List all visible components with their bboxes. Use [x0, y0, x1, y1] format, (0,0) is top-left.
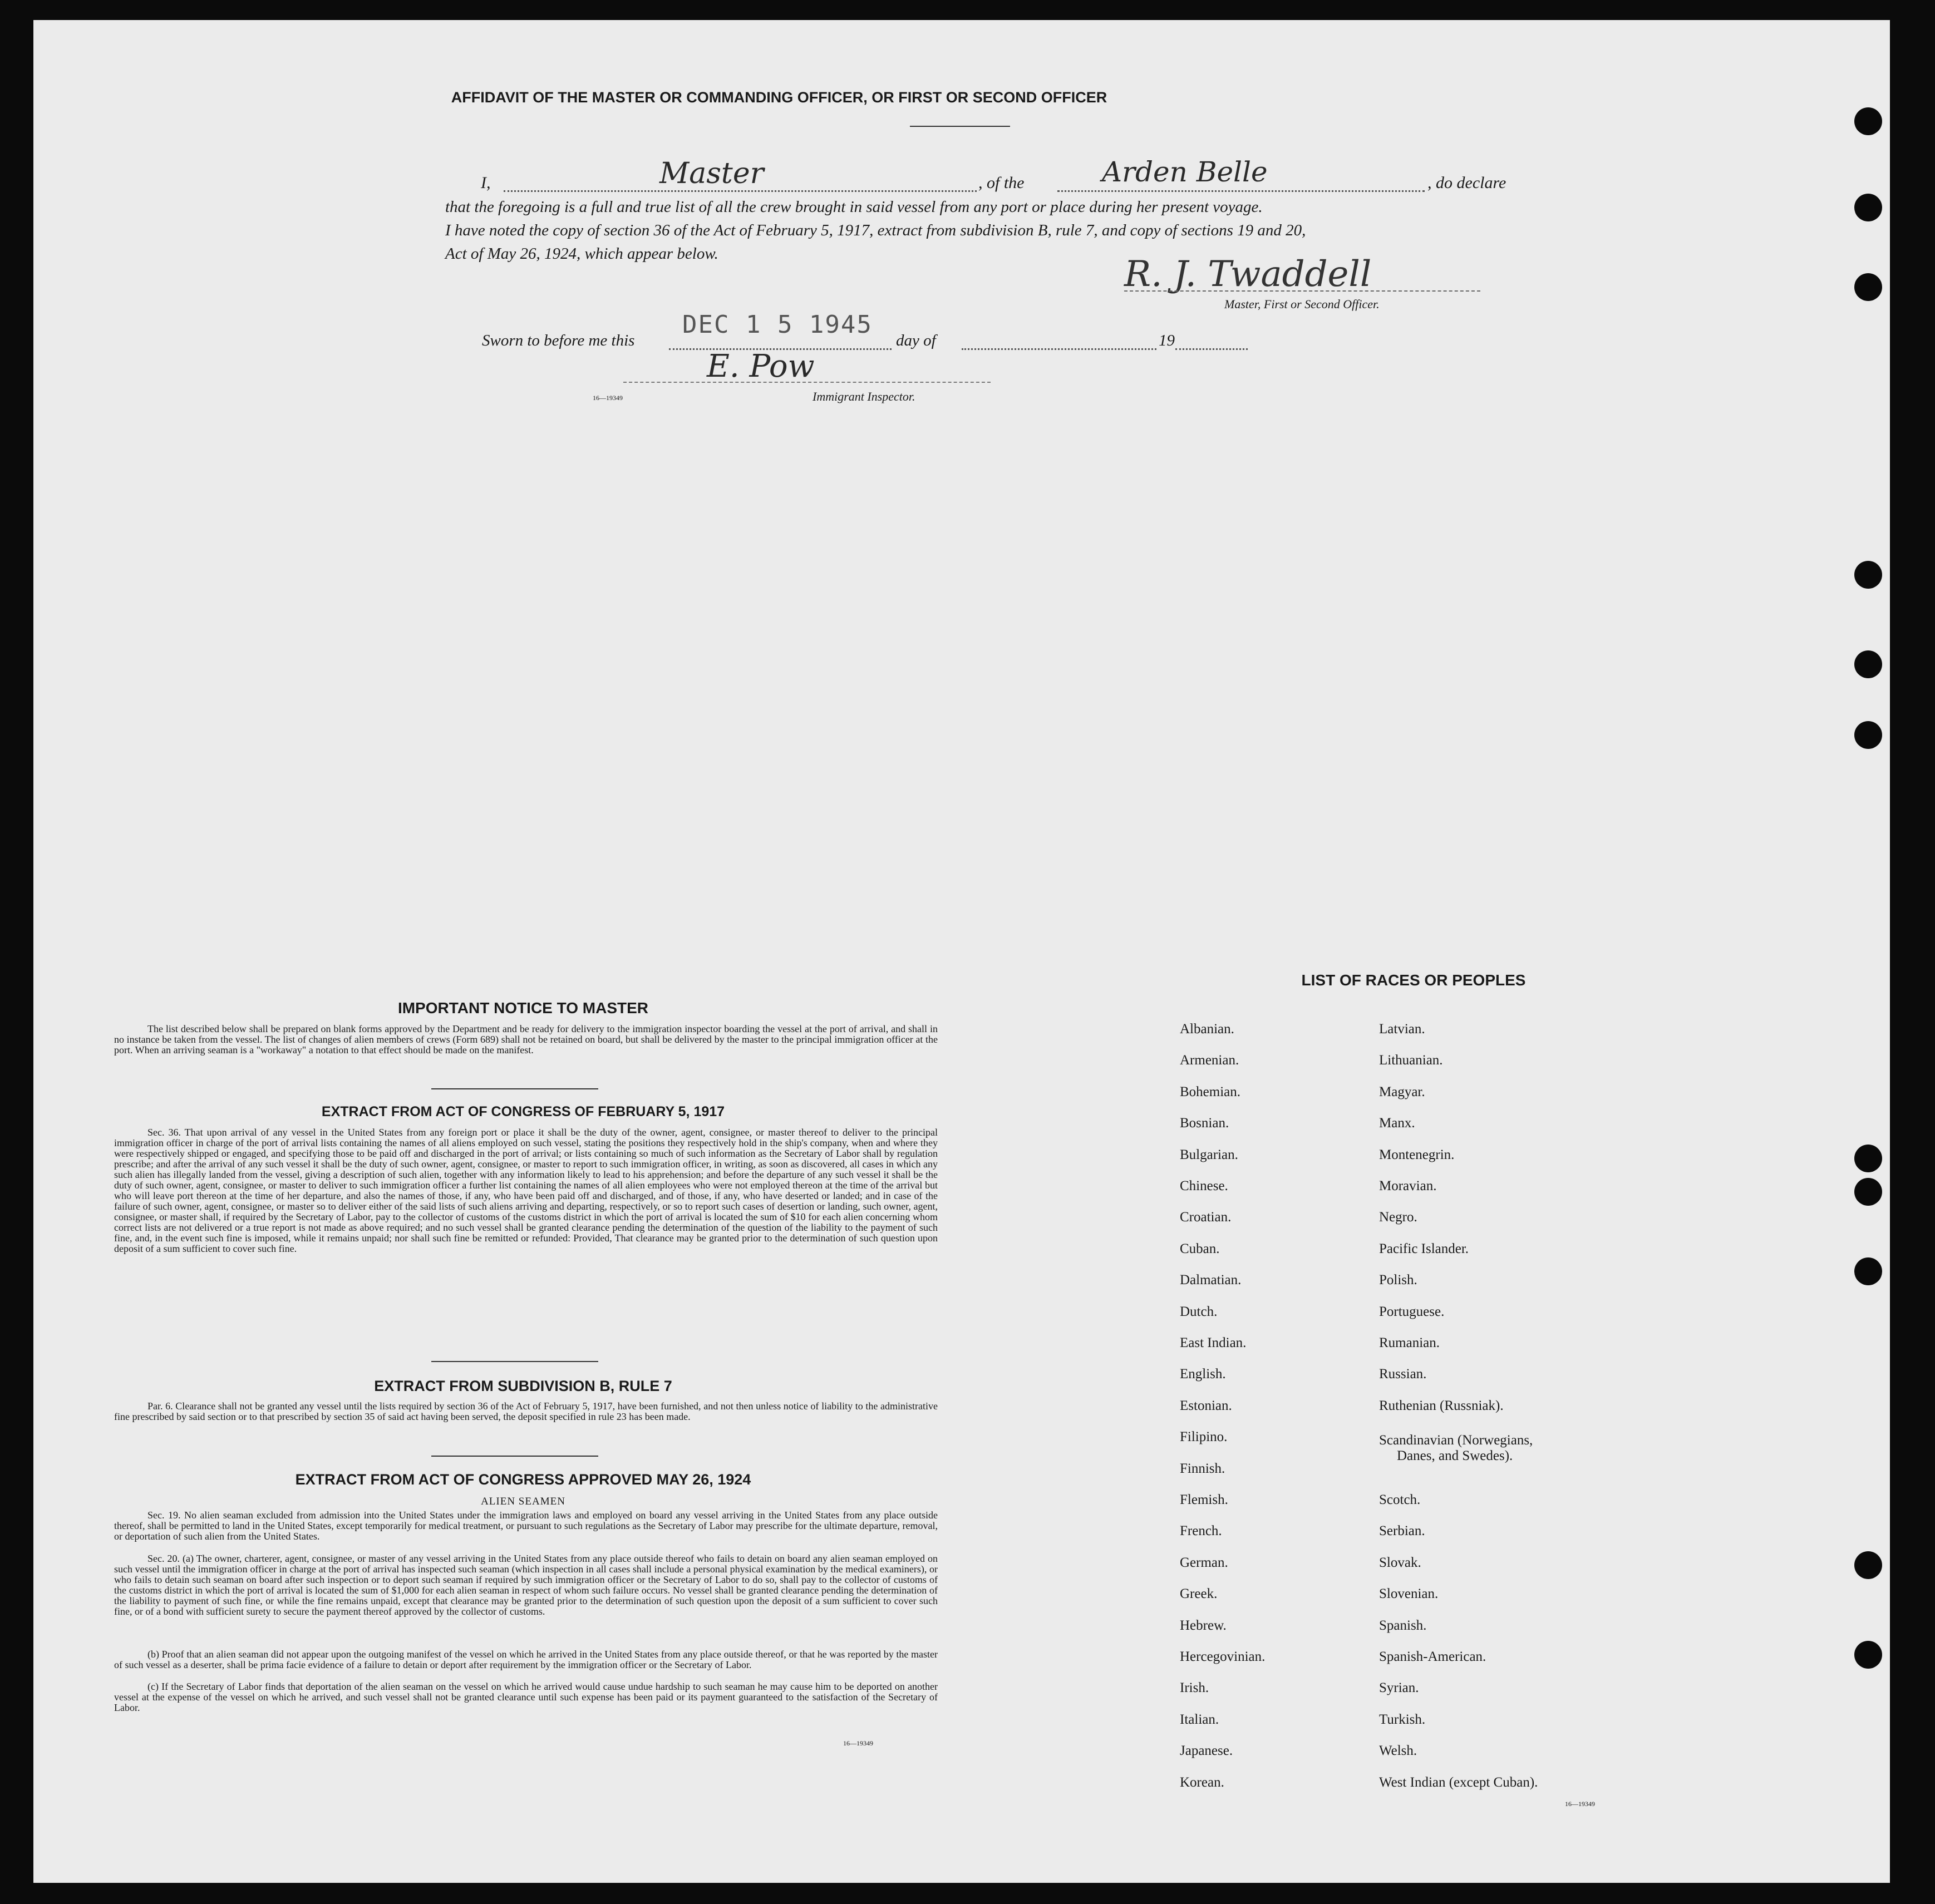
race-item: Bosnian. — [1180, 1116, 1229, 1131]
race-item: Serbian. — [1379, 1523, 1425, 1539]
race-item: Danes, and Swedes). — [1397, 1448, 1513, 1464]
sec-20b-text: (b) Proof that an alien seaman did not appear upon the outgoing manifest of the vessel on which he arrived in the United States from any place outside thereof, or that he was reported by the master of such vessel as a deserter, shall be prima facie evidence of a failure to detain or deport after requirement by the immigration officer or the Secretary of Labor. — [114, 1649, 938, 1670]
punch-hole — [1854, 194, 1882, 221]
punch-hole — [1854, 1145, 1882, 1172]
race-item: Moravian. — [1379, 1178, 1437, 1193]
declare-label: , do declare — [1427, 174, 1506, 192]
race-item: Portuguese. — [1379, 1304, 1445, 1319]
punch-hole — [1854, 1257, 1882, 1285]
race-item: Chinese. — [1180, 1178, 1228, 1193]
race-item: French. — [1180, 1523, 1222, 1539]
of-the-label: , of the — [978, 174, 1025, 192]
punch-hole — [1854, 273, 1882, 301]
race-item: Dalmatian. — [1180, 1272, 1242, 1288]
master-signature: R. J. Twaddell — [1124, 254, 1372, 295]
race-item: Dutch. — [1180, 1304, 1218, 1319]
race-item: Russian. — [1379, 1367, 1427, 1382]
signature-caption: Master, First or Second Officer. — [1224, 297, 1380, 311]
race-item: Slovak. — [1379, 1555, 1421, 1570]
punch-hole — [1854, 107, 1882, 135]
race-item: Spanish. — [1379, 1617, 1427, 1633]
date-stamp: DEC 1 5 1945 — [682, 310, 873, 339]
inspector-signature-line — [623, 382, 991, 383]
race-item: Syrian. — [1379, 1680, 1419, 1696]
race-item: Scandinavian (Norwegians, — [1379, 1433, 1533, 1448]
affidavit-line-2: that the foregoing is a full and true list of all the crew brought in said vessel from any port or place during her present voyage. — [445, 198, 1263, 216]
master-name-handwriting: Master — [659, 157, 764, 190]
race-item: Manx. — [1379, 1116, 1415, 1131]
extract-1924-subtitle: ALIEN SEAMEN — [481, 1496, 565, 1507]
race-item: Flemish. — [1180, 1492, 1228, 1507]
punch-hole — [1854, 650, 1882, 678]
race-item: Estonian. — [1180, 1398, 1232, 1413]
affidavit-title: AFFIDAVIT OF THE MASTER OR COMMANDING OFFICER, OR FIRST OR SECOND OFFICER — [451, 89, 1107, 106]
race-item: Montenegrin. — [1379, 1147, 1455, 1162]
divider — [431, 1361, 598, 1362]
race-item: Japanese. — [1180, 1743, 1233, 1759]
race-item: Lithuanian. — [1379, 1053, 1443, 1068]
race-item: Negro. — [1379, 1210, 1417, 1225]
notice-title: IMPORTANT NOTICE TO MASTER — [397, 999, 649, 1017]
inspector-signature: E. Pow — [707, 348, 815, 384]
vessel-name-handwriting: Arden Belle — [1102, 156, 1268, 188]
extract-1917-body: Sec. 36. That upon arrival of any vessel in the United States from any foreign port or place it shall be the duty of the owner, agent, consignee, or master thereof to deliver to the principal immigration officer in charge of the port of arrival lists containing the names of all aliens employed on such vessel, stating the positions they respectively hold in the ship's company, when and where they were respectively shipped or engaged, and specifying those to be paid off and discharged in the port of arrival; or lists containing so much of such information as the Secretary of Labor shall by regulation prescribe; and after the arrival of any such vessel it shall be the duty of such owner, agent, consignee, or master to report to such immigration officer, in writing, as soon as discovered, all cases in which any such alien has illegally landed from the vessel, giving a description of such alien, together with any information likely to lead to his apprehension; and before the departure of any such vessel it shall be the duty of such owner, agent, consignee, or master to deliver to such immigration officer a further list containing the names of all alien employees who were not employed thereon at the time of the arrival but who will leave port thereon at the time of her departure, and also the names of those, if any, who have been paid off and discharged, and of those, if any, who have deserted or landed; and in case of the failure of such owner, agent, consignee, or master so to deliver either of the said lists of such aliens arriving and departing, respectively, or so to report such cases of desertion or landing, such owner, agent, consignee, or master shall, if required by the Secretary of Labor, pay to the collector of customs of the customs district in which the port of arrival is located the sum of $10 for each alien concerning whom correct lists are not delivered or a true report is not made as above required; and no such vessel shall be granted clearance pending the determination of the question of the liability to the payment of such fine, and, in the event such fine is imposed, while it remains unpaid; nor shall such fine be remitted or refunded: Provided, That clearance may be granted prior to the determination of such question upon deposit of a sum sufficient to cover such fine. — [114, 1127, 938, 1254]
races-title: LIST OF RACES OR PEOPLES — [1301, 971, 1526, 989]
sworn-label: Sworn to before me this — [482, 332, 635, 349]
race-item: Cuban. — [1180, 1241, 1220, 1256]
race-item: East Indian. — [1180, 1335, 1247, 1350]
race-item: Slovenian. — [1379, 1586, 1439, 1602]
punch-hole — [1854, 1551, 1882, 1579]
race-item: Finnish. — [1180, 1461, 1225, 1476]
race-item: Welsh. — [1379, 1743, 1417, 1759]
extract-rule7-title: EXTRACT FROM SUBDIVISION B, RULE 7 — [374, 1378, 672, 1394]
sec-19-text: Sec. 19. No alien seaman excluded from admission into the United States under the immigration laws and employed on board any vessel arriving in the United States from any place outside thereof, shall be permitted to land in the United States, except temporarily for medical treatment, or pursuant to such regulations as the Secretary of Labor may prescribe for the ultimate departure, removal, or deportation of such alien from the United States. — [114, 1510, 938, 1542]
race-item: Ruthenian (Russniak). — [1379, 1398, 1504, 1413]
race-item: Filipino. — [1180, 1429, 1228, 1445]
race-item: Magyar. — [1379, 1084, 1425, 1099]
divider — [431, 1456, 598, 1457]
form-number: 16—19349 — [843, 1739, 873, 1747]
sworn-year-field — [1175, 329, 1248, 350]
document-page — [33, 20, 1890, 1883]
signature-line — [1124, 290, 1480, 292]
sworn-month-field — [962, 329, 1156, 350]
divider — [910, 126, 1010, 127]
year-prefix: 19 — [1159, 332, 1175, 349]
divider — [431, 1088, 598, 1089]
race-item: Armenian. — [1180, 1053, 1239, 1068]
sec-20a-text: Sec. 20. (a) The owner, charterer, agent, consignee, or master of any vessel arriving in the United States from any place outside thereof who fails to detain on board any alien seaman employed on such vessel until the immigration officer in charge at the port of arrival has inspected such seaman (which inspection in all cases shall include a personal physical examination by the medical examiners), or who fails to detain such seaman on board after such inspection or to deport such seaman if required by such immigration officer or the Secretary of Labor to do so, shall pay to the collector of customs of the customs district in which the port of arrival is located the sum of $1,000 for each alien seaman in respect of whom such failure occurs. No vessel shall be granted clearance pending the determination of the liability to payment of such fine, or while the fine remains unpaid, except that clearance may be granted prior to the determination of such question upon the deposit of a sum sufficient to cover such fine, or of a bond with sufficient surety to secure the payment thereof approved by the collector of customs. — [114, 1553, 938, 1617]
form-number: 16—19349 — [1565, 1800, 1595, 1808]
race-item: Spanish-American. — [1379, 1649, 1486, 1664]
race-item: English. — [1180, 1367, 1226, 1382]
race-item: Rumanian. — [1379, 1335, 1440, 1350]
race-item: Hercegovinian. — [1180, 1649, 1266, 1664]
race-item: Hebrew. — [1180, 1617, 1227, 1633]
race-item: Korean. — [1180, 1774, 1224, 1790]
master-name-field — [504, 157, 977, 192]
extract-rule7-body: Par. 6. Clearance shall not be granted any vessel until the lists required by section 36 of the Act of February 5, 1917, have been furnished, and not then unless notice of liability to the administrative fine prescribed by said section or to that prescribed by section 35 of said act having been served, the deposit specified in rule 23 has been made. — [114, 1400, 938, 1422]
race-item: German. — [1180, 1555, 1228, 1570]
inspector-caption: Immigrant Inspector. — [813, 389, 915, 403]
punch-hole — [1854, 561, 1882, 589]
race-item: Albanian. — [1180, 1022, 1234, 1037]
punch-hole — [1854, 721, 1882, 749]
affidavit-line-4: Act of May 26, 1924, which appear below. — [445, 245, 718, 263]
race-item: Bulgarian. — [1180, 1147, 1238, 1162]
i-label: I, — [481, 174, 491, 192]
race-item: Irish. — [1180, 1680, 1209, 1696]
day-of-label: day of — [896, 332, 936, 349]
race-item: Croatian. — [1180, 1210, 1232, 1225]
punch-hole — [1854, 1641, 1882, 1669]
race-item: Turkish. — [1379, 1711, 1426, 1727]
vessel-name-field — [1057, 156, 1425, 192]
extract-1924-title: EXTRACT FROM ACT OF CONGRESS APPROVED MAY 26, 1924 — [295, 1471, 751, 1488]
race-item: West Indian (except Cuban). — [1379, 1774, 1538, 1790]
race-item: Greek. — [1180, 1586, 1218, 1602]
race-item: Scotch. — [1379, 1492, 1421, 1507]
punch-hole — [1854, 1178, 1882, 1206]
sworn-day-field — [669, 310, 892, 350]
race-item: Polish. — [1379, 1272, 1417, 1288]
race-item: Latvian. — [1379, 1022, 1425, 1037]
race-item: Bohemian. — [1180, 1084, 1241, 1099]
extract-1917-title: EXTRACT FROM ACT OF CONGRESS OF FEBRUARY 5, 1917 — [321, 1104, 725, 1119]
race-item: Italian. — [1180, 1711, 1219, 1727]
sec-20c-text: (c) If the Secretary of Labor finds that deportation of the alien seaman on the vessel on which he arrived would cause undue hardship to such seaman he may cause him to be deported on another vessel at the expense of the vessel on which he arrived, and such vessel shall not be granted clearance until such expense has been paid or its payment guaranteed to the satisfaction of the Secretary of Labor. — [114, 1681, 938, 1713]
race-item: Pacific Islander. — [1379, 1241, 1469, 1256]
form-number: 16—19349 — [593, 394, 623, 402]
notice-body: The list described below shall be prepared on blank forms approved by the Department and be ready for delivery to the immigration inspector boarding the vessel at the port of arrival, and shall in no instance be taken from the vessel. The list of changes of alien members of crews (Form 689) shall not be retained on board, but shall be delivered by the master to the principal immigration officer at the port. When an arriving seaman is a "workaway" a notation to that effect should be made on the manifest. — [114, 1023, 938, 1055]
affidavit-line-3: I have noted the copy of section 36 of the Act of February 5, 1917, extract from subdivision B, rule 7, and copy of sections 19 and 20, — [445, 221, 1306, 239]
